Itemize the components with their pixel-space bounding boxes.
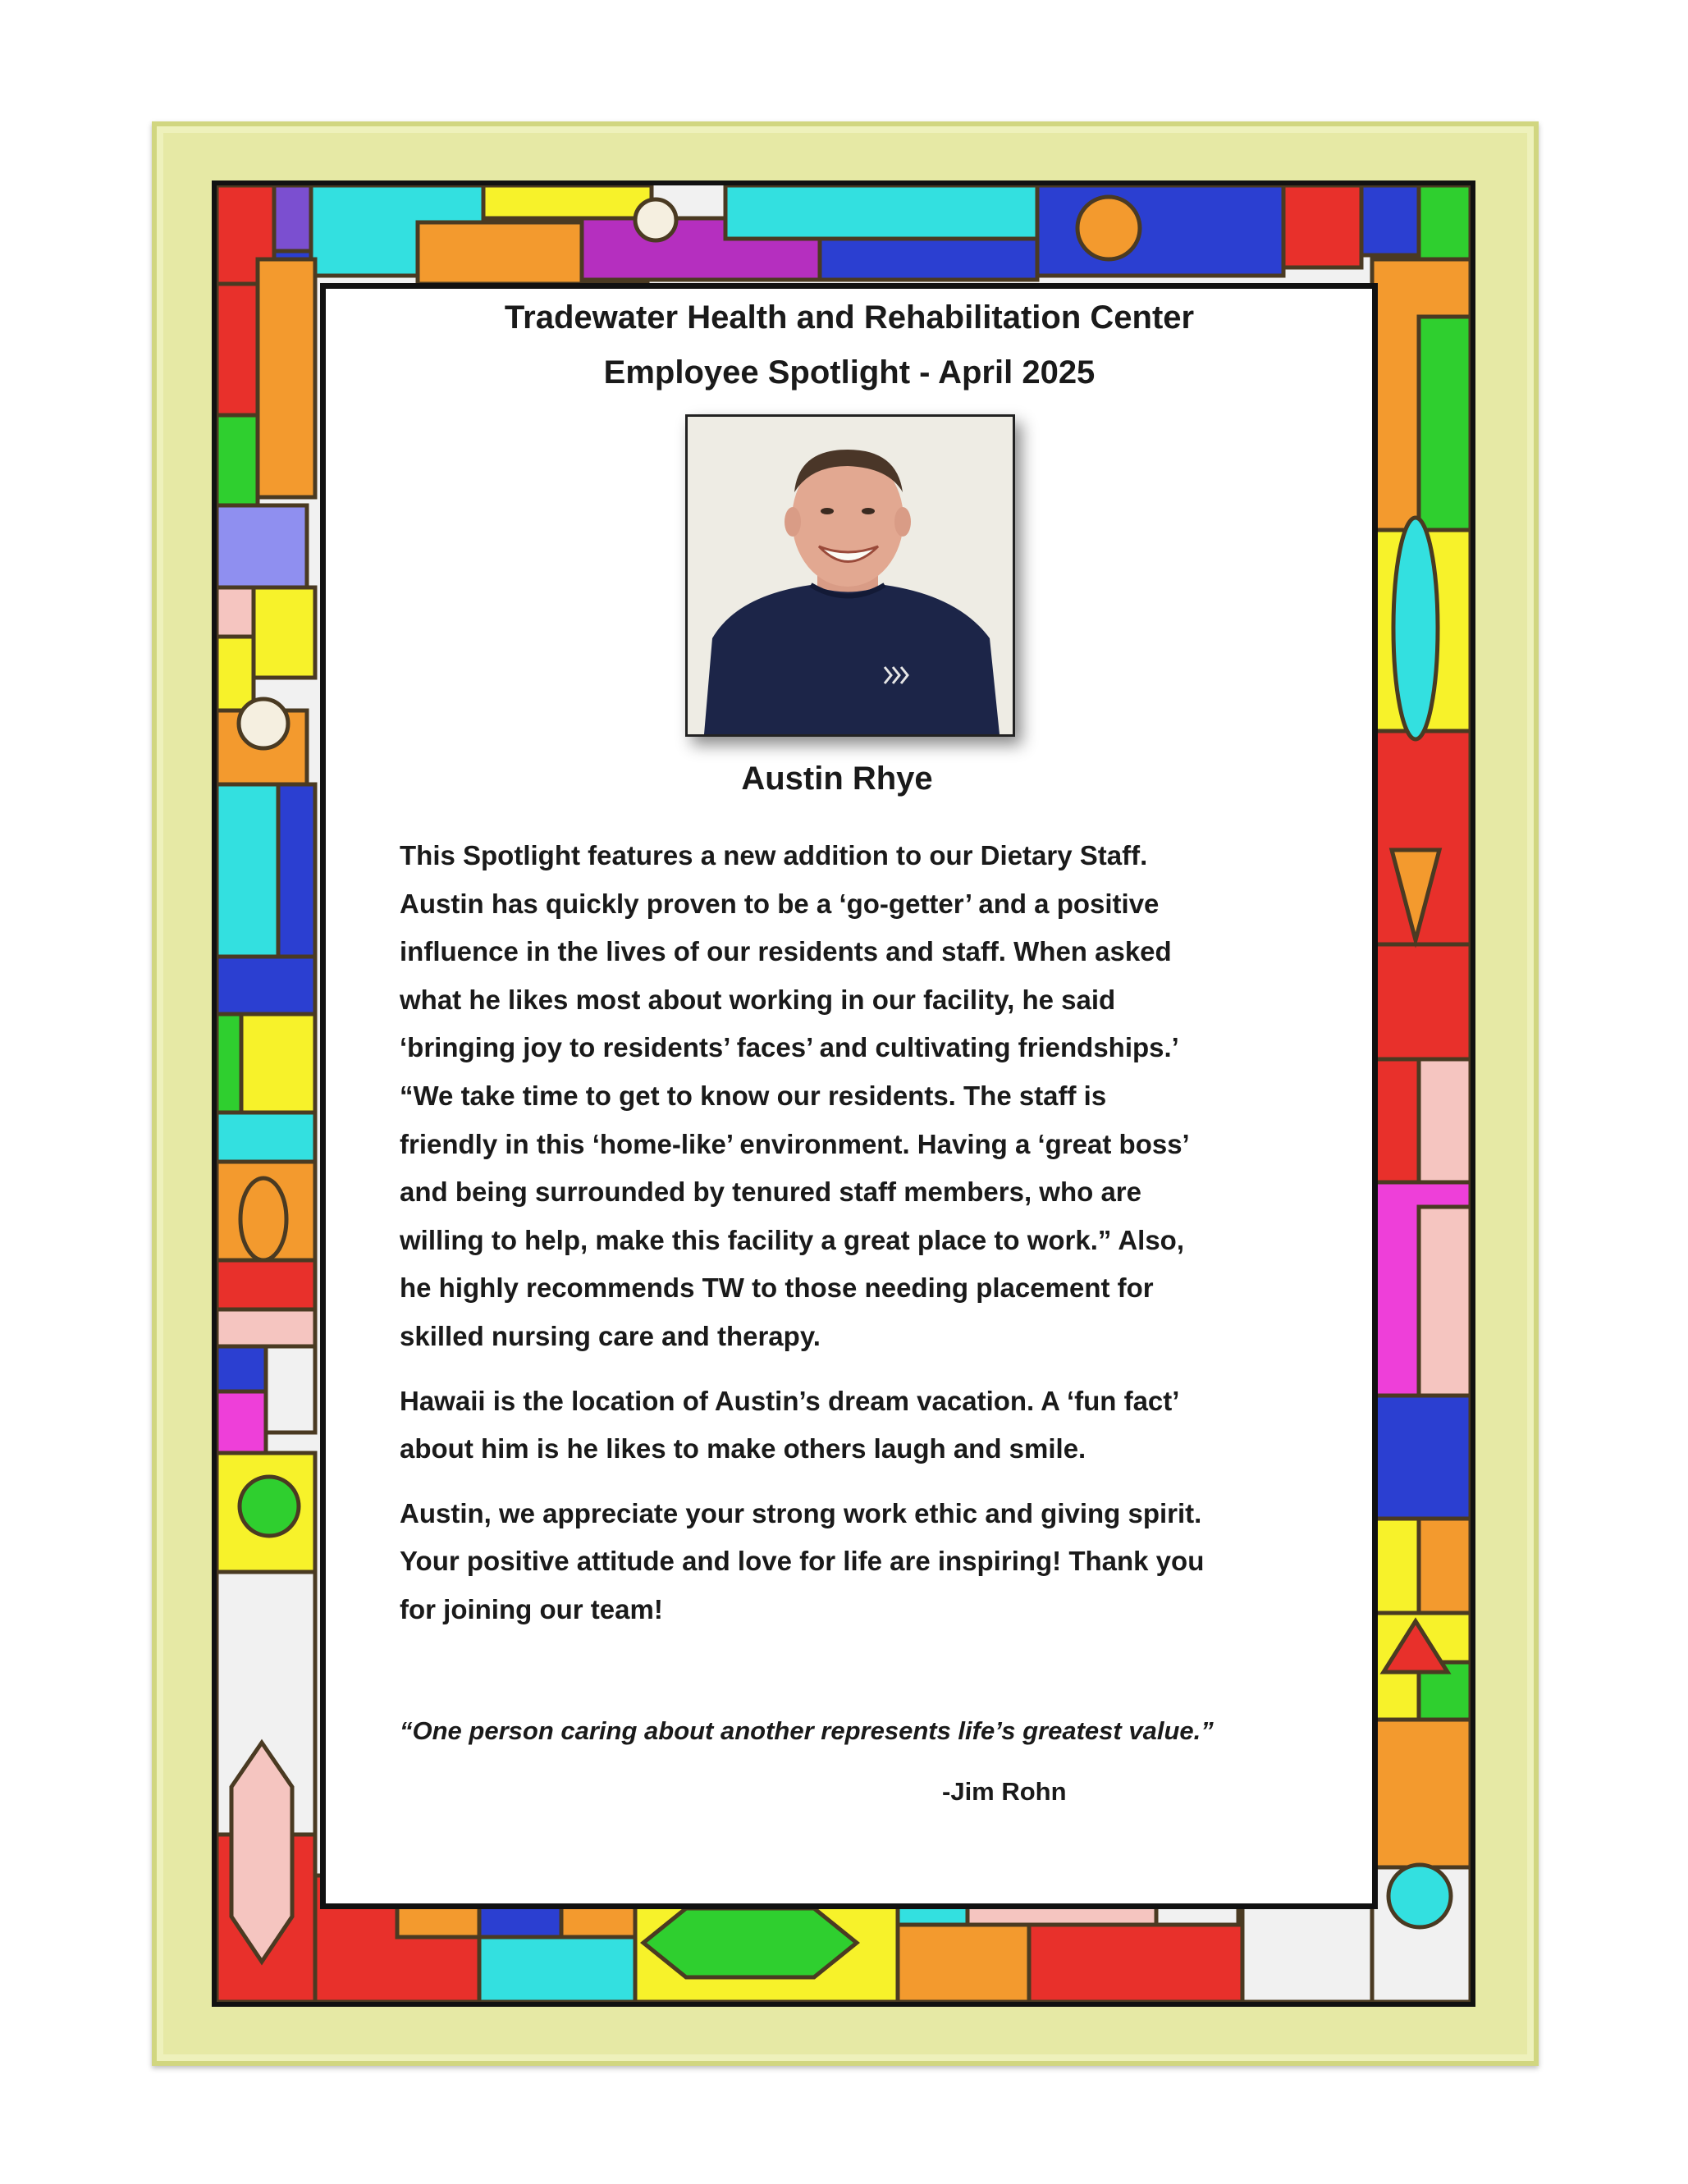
spotlight-title: Employee Spotlight - April 2025 bbox=[603, 354, 1096, 391]
paragraph-fun-fact: Hawaii is the location of Austin’s dream vacation. A ‘fun fact’ about him is he likes to make others laugh and smile. bbox=[400, 1385, 1180, 1464]
employee-name: Austin Rhye bbox=[741, 761, 933, 797]
facility-title: Tradewater Health and Rehabilitation Center bbox=[504, 299, 1195, 336]
quote-text: “One person caring about another represents life’s greatest value.” bbox=[400, 1716, 1214, 1745]
employee-photo bbox=[685, 414, 1015, 737]
paragraph-intro: This Spotlight features a new addition to our Dietary Staff. Austin has quickly proven to be a ‘go-getter’ and a positive influence in the lives of our residents and staff. When asked what he likes most about working in our facility, he said ‘bringing joy to residents’ faces’ and cultivating friendships.’ “We take time to get to know our residents. The staff is friendly in this ‘home-like’ environment. Having a ‘great boss’ and being surrounded by tenured staff members, who are willing to help, make this facility a great place to work.” Also, he highly recommends TW to those needing placement for skilled nursing care and therapy. bbox=[400, 840, 1190, 1351]
spotlight-body bbox=[400, 832, 1311, 1651]
quote-author: -Jim Rohn bbox=[942, 1777, 1067, 1806]
paragraph-appreciation: Austin, we appreciate your strong work ethic and giving spirit. Your positive attitude and love for life are inspiring! Thank you for joining our team! bbox=[400, 1497, 1205, 1624]
